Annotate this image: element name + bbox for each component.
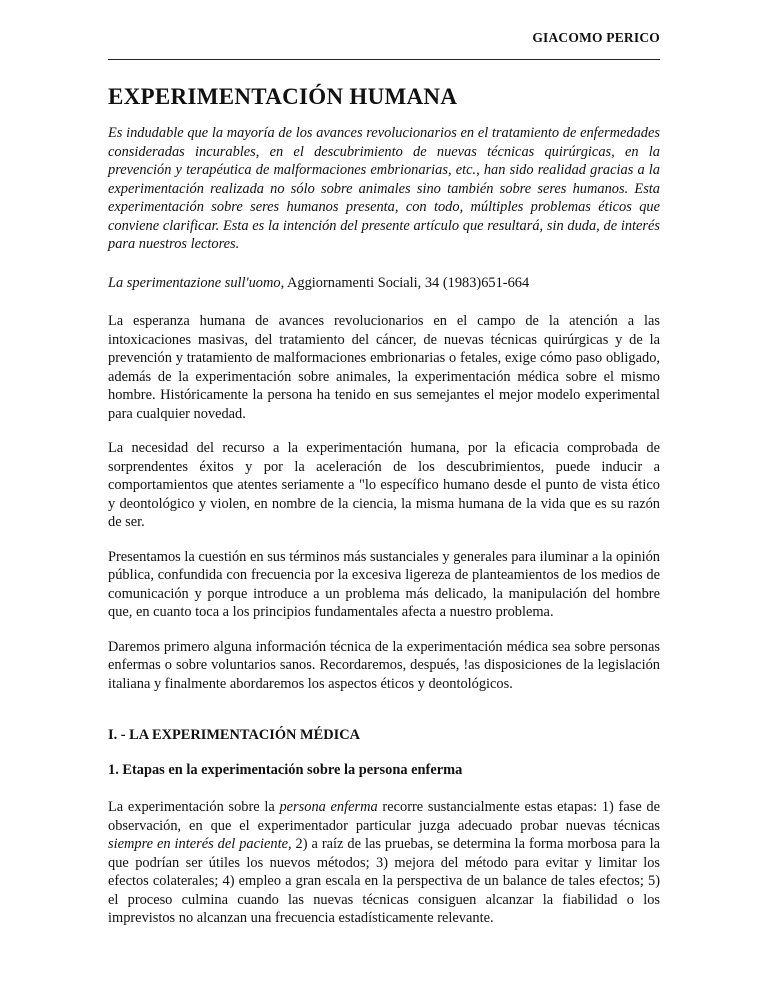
source-reference — [108, 274, 660, 293]
text-run: recorre sustancialmente estas etapas: 1) fase de observación, en que el experimentador particular juzga adecuado probar nuevas técnicas — [108, 799, 660, 834]
text-run: 2) a raíz de las pruebas, se determina la forma morbosa para la que podrían ser útiles los nuevos métodos; 3) mejora del método para evitar y limitar los efectos colaterales; 4) empleo a gran escala en la perspectiva de un balance de tales efectos; 5) el proceso culmina cuando las nuevas técnicas consiguen alcanzar la fiabilidad o los imprevistos no alcanzan una frecuencia estadísticamente relevante. — [108, 836, 660, 926]
header-rule — [108, 59, 660, 60]
subsection-heading: 1. Etapas en la experimentación sobre la persona enferma — [108, 762, 463, 778]
running-header: GIACOMO PERICO — [532, 30, 660, 45]
emphasis-run: persona enferma — [279, 799, 378, 815]
intro-abstract: Es indudable que la mayoría de los avances revolucionarios en el tratamiento de enfermedades consideradas incurables, en el descubrimiento de nuevas técnicas quirúrgicas, en la prevención y terapéutica de malformaciones embrionarias, etc., han sido realidad gracias a la experimentación realizada no sólo sobre animales sino también sobre seres humanos. Esta experimentación sobre seres humanos presenta, con todo, múltiples problemas éticos que conviene clarificar. Esta es la intención del presente artículo que resultará, sin duda, de interés para nuestros lectores. — [108, 125, 660, 252]
paragraph-4: Daremos primero alguna información técnica de la experimentación médica sea sobre personas enfermas o sobre voluntarios sanos. Recordaremos, después, !as disposiciones de la legislación italiana y finalmente abordaremos los aspectos éticos y deontológicos. — [108, 638, 660, 692]
paragraph-3: Presentamos la cuestión en sus términos más sustanciales y generales para iluminar a la opinión pública, confundida con frecuencia por la excesiva ligereza de planteamientos de los medios de comunicación y porque introduce a un problema más delicado, la manipulación del hombre que, en cuanto toca a los principios fundamentales afecta a nuestro problema. — [108, 548, 660, 620]
paragraph-1: La esperanza humana de avances revolucionarios en el campo de la atención a las intoxicaciones masivas, del tratamiento del cáncer, de nuevas técnicas quirúrgicas y de la prevención y tratamiento de malformaciones embrionarias o fetales, exige cómo paso obligado, además de la experimentación sobre animales, la experimentación médica sobre el mismo hombre. Históricamente la persona ha tenido en sus semejantes el mejor modelo experimental para cualquier novedad. — [108, 313, 660, 422]
paragraph-2: La necesidad del recurso a la experimentación humana, por la eficacia comprobada de sorprendentes éxitos y por la aceleración de los descubrimientos, puede inducir a comportamientos que atentes seriamente a "lo específico humano desde el punto de vista ético y deontológico y violen, en nombre de la ciencia, la misma humana de la vida que es su razón de ser. — [108, 440, 660, 530]
article-body — [108, 124, 660, 944]
section-paragraph — [108, 798, 660, 928]
reference-title: La sperimentazione sull'uomo, — [108, 274, 285, 291]
text-run: La experimentación sobre la — [108, 799, 280, 815]
article-title: EXPERIMENTACIÓN HUMANA — [108, 84, 458, 109]
section-heading: I. - LA EXPERIMENTACIÓN MÉDICA — [108, 727, 360, 743]
emphasis-run: siempre en interés del paciente, — [108, 836, 292, 852]
reference-details: Aggiornamenti Sociali, 34 (1983)651-664 — [284, 274, 530, 291]
